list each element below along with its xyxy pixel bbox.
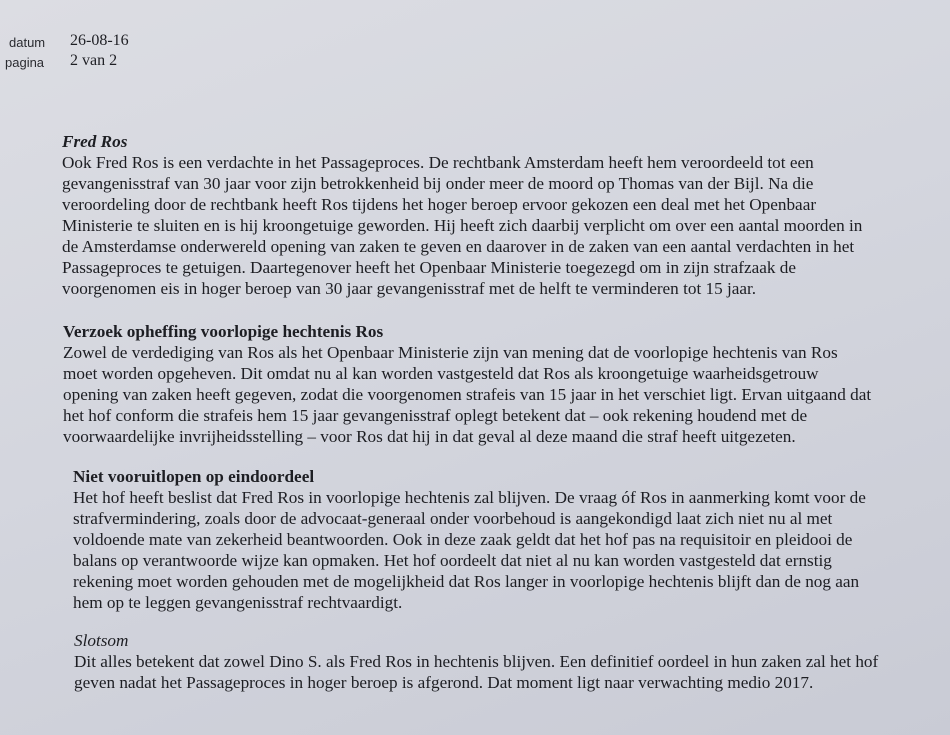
datum-value: 26-08-16: [70, 32, 129, 49]
paragraph-line: strafvermindering, zoals door de advocaat-generaal onder voorbehoud is aangekondigd laat zich niet nu al met: [73, 509, 833, 528]
paragraph-line: de Amsterdamse onderwereld opening van zaken te geven en daarover in de zaken van een aantal verdachten in het: [62, 237, 855, 256]
section-verzoek-opheffing: [63, 321, 871, 447]
paragraph-line: Zowel de verdediging van Ros als het Openbaar Ministerie zijn van mening dat de voorlopige hechtenis van Ros: [63, 343, 838, 362]
section-heading: Fred Ros: [62, 132, 128, 151]
section-heading: Verzoek opheffing voorlopige hechtenis Ros: [63, 322, 384, 341]
datum-label: datum: [9, 35, 46, 50]
section-niet-vooruitlopen: [73, 466, 866, 613]
pagina-label: pagina: [5, 55, 45, 70]
paragraph-line: voorgenomen eis in hoger beroep van 30 jaar gevangenisstraf met de helft te verminderen tot 15 jaar.: [62, 279, 757, 298]
section-heading: Slotsom: [74, 631, 129, 650]
paragraph-line: gevangenisstraf van 30 jaar voor zijn betrokkenheid bij onder meer de moord op Thomas van der Bijl. Na die: [62, 174, 814, 193]
section-slotsom: [74, 630, 878, 693]
paragraph-line: voldoende mate van zekerheid beantwoorden. Ook in deze zaak geldt dat het hof pas na requisitoir en pleidooi de: [73, 530, 853, 549]
paragraph-line: Ook Fred Ros is een verdachte in het Passageproces. De rechtbank Amsterdam heeft hem veroordeeld tot een: [62, 153, 814, 172]
paragraph-line: balans op verantwoorde wijze kan opmaken. Het hof oordeelt dat niet al nu kan worden vastgesteld dat ernstig: [73, 551, 832, 570]
paragraph-line: moet worden opgeheven. Dit omdat nu al kan worden vastgesteld dat Ros als kroongetuige waarheidsgetrouw: [63, 364, 819, 383]
paragraph-line: Passageproces te getuigen. Daartegenover heeft het Openbaar Ministerie toegezegd om in zijn strafzaak de: [62, 258, 796, 277]
paragraph-line: Dit alles betekent dat zowel Dino S. als Fred Ros in hechtenis blijven. Een definitief oordeel in hun zaken zal het hof: [74, 652, 879, 671]
paragraph-line: hem op te leggen gevangenisstraf rechtvaardigt.: [73, 593, 403, 612]
paragraph-line: geven nadat het Passageproces in hoger beroep is afgerond. Dat moment ligt naar verwachting medio 2017.: [74, 673, 814, 692]
paragraph-line: rekening moet worden gehouden met de mogelijkheid dat Ros langer in voorlopige hechtenis blijft dan de nog aan: [73, 572, 860, 591]
paragraph-line: opening van zaken heeft gegeven, zodat die voorgenomen strafeis van 15 jaar in het verschiet ligt. Ervan uitgaand dat: [63, 385, 872, 404]
paragraph-line: Het hof heeft beslist dat Fred Ros in voorlopige hechtenis zal blijven. De vraag óf Ros in aanmerking komt voor de: [73, 488, 866, 507]
paragraph-line: Ministerie te sluiten en is hij kroongetuige geworden. Hij heeft zich daarbij verplicht om over een aantal moorden in: [62, 216, 863, 235]
section-heading: Niet vooruitlopen op eindoordeel: [73, 467, 315, 486]
paragraph-line: voorwaardelijke invrijheidsstelling – voor Ros dat hij in dat geval al deze maand die straf heeft uitgezeten.: [63, 427, 796, 446]
pagina-value: 2 van 2: [70, 52, 118, 69]
paragraph-line: veroordeling door de rechtbank heeft Ros tijdens het hoger beroep ervoor gekozen een deal met het Openbaar: [62, 195, 817, 214]
paragraph-line: het hof conform die strafeis hem 15 jaar gevangenisstraf oplegt betekent dat – ook rekening houdend met de: [63, 406, 808, 425]
section-fred-ros: [62, 131, 862, 299]
